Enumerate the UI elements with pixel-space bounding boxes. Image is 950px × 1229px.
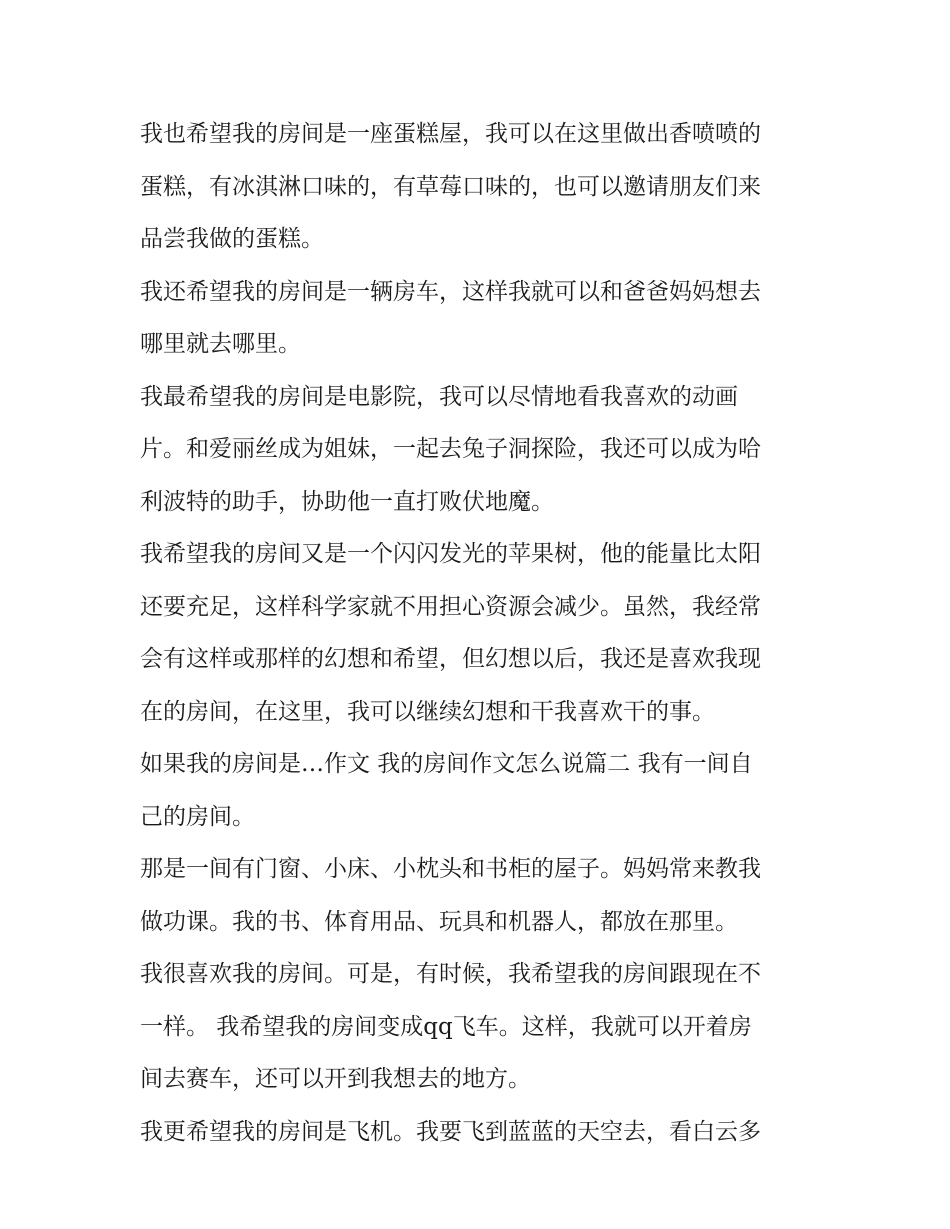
text-line: 己的房间。 — [140, 803, 255, 830]
text-line: 我希望我的房间又是一个闪闪发光的苹果树，他的能量比太阳 — [140, 541, 761, 567]
text-line: 间去赛车，还可以开到我想去的地方。 — [140, 1066, 531, 1092]
text-line: 品尝我做的蛋糕。 — [140, 226, 324, 252]
text-line: 还要充足，这样科学家就不用担心资源会减少。虽然，我经常 — [140, 593, 761, 620]
text-line: 哪里就去哪里。 — [140, 331, 301, 357]
text-line: 在的房间，在这里，我可以继续幻想和干我喜欢干的事。 — [140, 698, 715, 725]
text-line: 我更希望我的房间是飞机。我要飞到蓝蓝的天空去，看白云多 — [140, 1118, 761, 1145]
text-line: 如果我的房间是…作文 我的房间作文怎么说篇二 我有一间自 — [140, 751, 753, 777]
document-body — [140, 108, 812, 1158]
text-line: 蛋糕，有冰淇淋口味的，有草莓口味的，也可以邀请朋友们来 — [140, 173, 761, 200]
text-line: 一样。 我希望我的房间变成qq飞车。这样，我就可以开着房 — [140, 1013, 752, 1040]
text-line: 我最希望我的房间是电影院，我可以尽情地看我喜欢的动画 — [140, 383, 738, 410]
text-line: 做功课。我的书、体育用品、玩具和机器人，都放在那里。 — [140, 908, 738, 935]
text-line: 那是一间有门窗、小床、小枕头和书柜的屋子。妈妈常来教我 — [140, 856, 761, 882]
text-line: 我很喜欢我的房间。可是，有时候，我希望我的房间跟现在不 — [140, 961, 761, 987]
text-line: 片。和爱丽丝成为姐妹，一起去兔子洞探险，我还可以成为哈 — [140, 436, 761, 462]
text-line: 会有这样或那样的幻想和希望，但幻想以后，我还是喜欢我现 — [140, 646, 761, 672]
text-line: 我还希望我的房间是一辆房车，这样我就可以和爸爸妈妈想去 — [140, 278, 761, 305]
text-line: 利波特的助手，协助他一直打败伏地魔。 — [140, 488, 554, 515]
text-line: 我也希望我的房间是一座蛋糕屋，我可以在这里做出香喷喷的 — [140, 121, 761, 147]
